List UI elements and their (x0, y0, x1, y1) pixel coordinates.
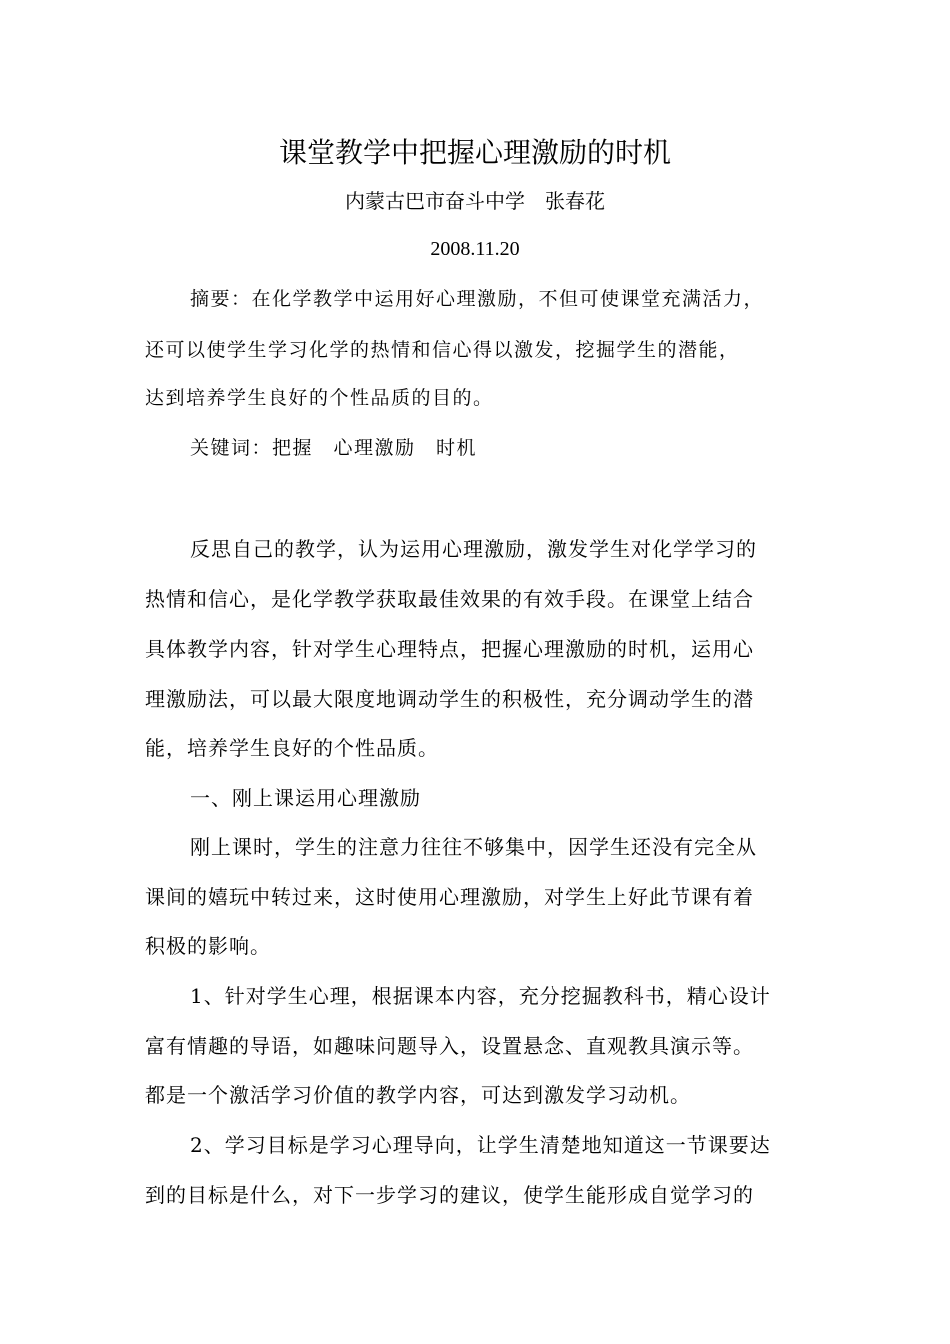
body-line: 1、针对学生心理，根据课本内容，充分挖掘教科书，精心设计 (190, 984, 771, 1008)
keywords-line (190, 433, 830, 463)
abstract-label: 摘要： (190, 288, 252, 310)
body-line: 反思自己的教学，认为运用心理激励，激发学生对化学学习的 (190, 537, 757, 561)
body-line: 到的目标是什么，对下一步学习的建议，使学生能形成自觉学习的 (145, 1183, 754, 1207)
body-line: 富有情趣的导语，如趣味问题导入，设置悬念、直观教具演示等。 (145, 1034, 754, 1058)
document-title: 课堂教学中把握心理激励的时机 (278, 136, 671, 169)
keywords-label: 关键词： (190, 437, 273, 459)
body-line: 课间的嬉玩中转过来，这时使用心理激励，对学生上好此节课有着 (145, 885, 754, 909)
body-line: 都是一个激活学习价值的教学内容，可达到激发学习动机。 (145, 1083, 691, 1107)
abstract-line-1 (190, 284, 830, 314)
body-line: 具体教学内容，针对学生心理特点，把握心理激励的时机，运用心 (145, 637, 754, 661)
author-line: 内蒙古巴市奋斗中学 张春花 (345, 189, 605, 213)
abstract-line-3: 达到培养学生良好的个性品质的目的。 (145, 387, 494, 409)
body-line: 热情和信心，是化学教学获取最佳效果的有效手段。在课堂上结合 (145, 587, 754, 611)
abstract-text: 在化学教学中运用好心理激励，不但可使课堂充满活力， (251, 288, 765, 310)
abstract-line-2: 还可以使学生学习化学的热情和信心得以激发，挖掘学生的潜能， (145, 339, 740, 361)
body-line: 刚上课时，学生的注意力往往不够集中，因学生还没有完全从 (190, 835, 757, 859)
body-line: 2、学习目标是学习心理导向，让学生清楚地知道这一节课要达 (190, 1133, 771, 1157)
section-heading: 一、刚上课运用心理激励 (190, 786, 421, 810)
body-line: 理激励法，可以最大限度地调动学生的积极性，充分调动学生的潜 (145, 687, 754, 711)
body-line: 积极的影响。 (145, 934, 271, 958)
body-line: 能，培养学生良好的个性品质。 (145, 736, 439, 760)
date-line: 2008.11.20 (430, 238, 520, 260)
keywords-text: 把握 心理激励 时机 (272, 437, 478, 459)
